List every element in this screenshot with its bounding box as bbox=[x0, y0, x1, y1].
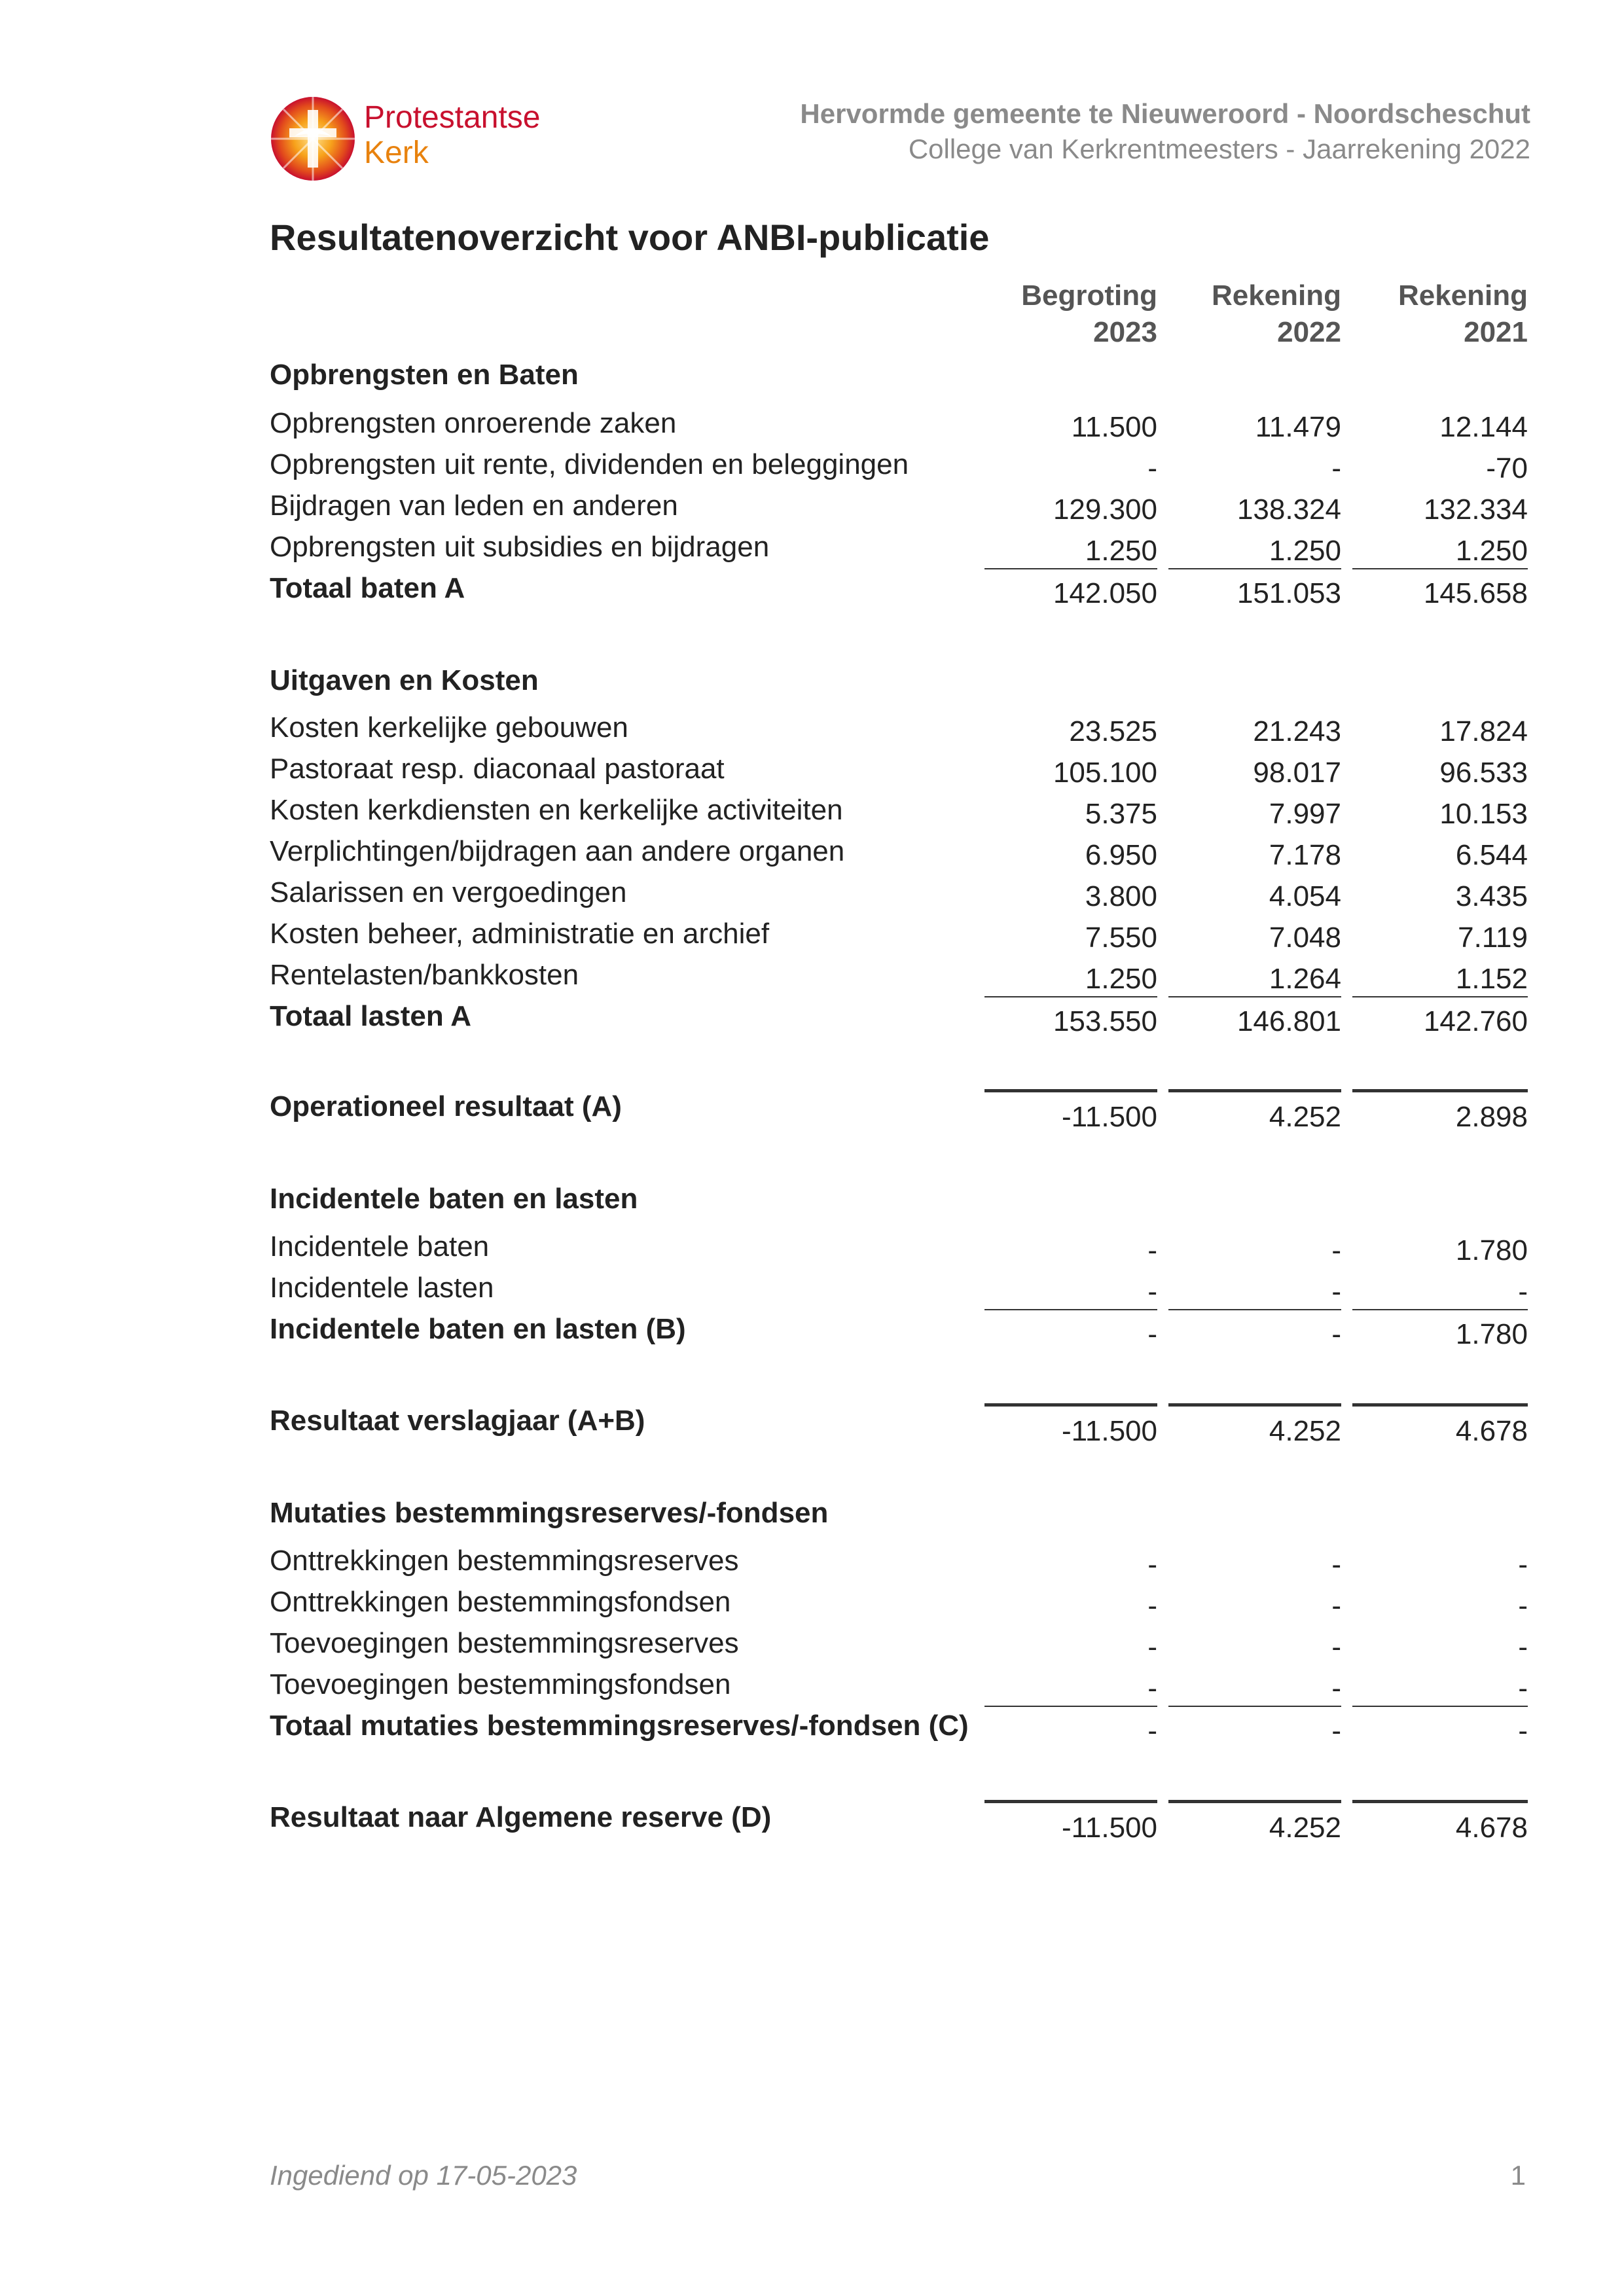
row-label: Onttrekkingen bestemmingsfondsen bbox=[270, 1586, 731, 1618]
row-label: Kosten kerkelijke gebouwen bbox=[270, 711, 628, 744]
row-label: Opbrengsten onroerende zaken bbox=[270, 407, 677, 439]
column-header-begroting-2023 bbox=[974, 278, 1157, 351]
cell-value: - bbox=[1518, 1631, 1528, 1663]
total-value: 146.801 bbox=[1236, 1005, 1341, 1037]
subtotal-rule bbox=[1352, 568, 1528, 569]
cell-value: - bbox=[1331, 1549, 1341, 1581]
row-label: Opbrengsten uit subsidies en bijdragen bbox=[270, 531, 770, 563]
cell-value: 132.334 bbox=[1423, 493, 1528, 526]
page-number: 1 bbox=[1510, 2160, 1526, 2191]
cell-value: -70 bbox=[1486, 452, 1528, 484]
result-label: Operationeel resultaat (A) bbox=[270, 1090, 622, 1122]
cell-value: 7.178 bbox=[1269, 839, 1341, 871]
cell-value: 1.780 bbox=[1455, 1234, 1528, 1266]
cell-value: - bbox=[1147, 452, 1157, 484]
subtotal-rule bbox=[1352, 1309, 1528, 1310]
cell-value: 1.152 bbox=[1455, 963, 1528, 995]
cell-value: - bbox=[1331, 1276, 1341, 1308]
total-label: Totaal baten A bbox=[270, 572, 465, 604]
cell-value: - bbox=[1518, 1549, 1528, 1581]
cell-value: - bbox=[1518, 1276, 1528, 1308]
cell-value: 23.525 bbox=[1069, 715, 1157, 747]
section-heading-baten: Opbrengsten en Baten bbox=[270, 359, 579, 391]
cell-value: - bbox=[1331, 1672, 1341, 1704]
total-label: Incidentele baten en lasten (B) bbox=[270, 1313, 686, 1345]
total-value: 151.053 bbox=[1236, 577, 1341, 609]
column-header-line2: 2023 bbox=[1093, 316, 1157, 348]
result-value: -11.500 bbox=[1062, 1101, 1157, 1133]
subtotal-rule bbox=[984, 568, 1157, 569]
cell-value: 12.144 bbox=[1439, 411, 1528, 443]
total-value: 145.658 bbox=[1423, 577, 1528, 609]
total-value: 153.550 bbox=[1053, 1005, 1157, 1037]
result-rule bbox=[984, 1089, 1157, 1092]
column-header-line2: 2021 bbox=[1464, 316, 1528, 348]
cell-value: 21.243 bbox=[1253, 715, 1341, 747]
row-label: Incidentele baten bbox=[270, 1230, 490, 1263]
cell-value: 1.250 bbox=[1085, 535, 1157, 567]
subtotal-rule bbox=[984, 1309, 1157, 1310]
cell-value: - bbox=[1147, 1672, 1157, 1704]
cell-value: 4.054 bbox=[1269, 880, 1341, 912]
cell-value: 6.950 bbox=[1085, 839, 1157, 871]
cell-value: 138.324 bbox=[1236, 493, 1341, 526]
total-value: 1.780 bbox=[1455, 1318, 1528, 1350]
result-value: 4.252 bbox=[1269, 1101, 1341, 1133]
cell-value: 96.533 bbox=[1439, 757, 1528, 789]
column-header-line1: Rekening bbox=[1211, 279, 1341, 312]
submission-date: Ingediend op 17-05-2023 bbox=[270, 2160, 577, 2191]
cell-value: 1.250 bbox=[1455, 535, 1528, 567]
cell-value: - bbox=[1518, 1672, 1528, 1704]
cell-value: 129.300 bbox=[1053, 493, 1157, 526]
column-header-line2: 2022 bbox=[1277, 316, 1341, 348]
section-heading-lasten: Uitgaven en Kosten bbox=[270, 664, 539, 696]
cell-value: 1.264 bbox=[1269, 963, 1341, 995]
subtotal-rule bbox=[1168, 1706, 1341, 1707]
row-label: Onttrekkingen bestemmingsreserves bbox=[270, 1545, 739, 1577]
result-label: Resultaat verslagjaar (A+B) bbox=[270, 1405, 645, 1437]
column-header-rekening-2021 bbox=[1344, 278, 1528, 351]
cell-value: - bbox=[1147, 1234, 1157, 1266]
subtotal-rule bbox=[984, 1706, 1157, 1707]
subtotal-rule bbox=[1168, 996, 1341, 997]
result-rule bbox=[984, 1800, 1157, 1803]
cell-value: - bbox=[1518, 1590, 1528, 1622]
subtotal-rule bbox=[1352, 1706, 1528, 1707]
cell-value: 5.375 bbox=[1085, 798, 1157, 830]
result-label: Resultaat naar Algemene reserve (D) bbox=[270, 1801, 772, 1833]
cell-value: 11.479 bbox=[1255, 411, 1341, 443]
cell-value: - bbox=[1331, 1234, 1341, 1266]
result-value: 4.678 bbox=[1455, 1415, 1528, 1447]
cell-value: - bbox=[1147, 1631, 1157, 1663]
subtotal-rule bbox=[1168, 1309, 1341, 1310]
result-rule bbox=[984, 1403, 1157, 1407]
cell-value: 7.997 bbox=[1269, 798, 1341, 830]
subtotal-rule bbox=[1352, 996, 1528, 997]
cell-value: - bbox=[1331, 1631, 1341, 1663]
row-label: Rentelasten/bankkosten bbox=[270, 959, 579, 991]
logo bbox=[270, 96, 551, 182]
row-label: Bijdragen van leden en anderen bbox=[270, 490, 678, 522]
row-label: Verplichtingen/bijdragen aan andere organen bbox=[270, 835, 845, 867]
cell-value: 105.100 bbox=[1053, 757, 1157, 789]
total-label: Totaal mutaties bestemmingsreserves/-fondsen (C) bbox=[270, 1710, 969, 1742]
result-rule bbox=[1352, 1800, 1528, 1803]
page-title: Resultatenoverzicht voor ANBI-publicatie bbox=[270, 217, 990, 258]
document-subtitle: College van Kerkrentmeesters - Jaarrekening 2022 bbox=[908, 134, 1530, 164]
total-label: Totaal lasten A bbox=[270, 1000, 472, 1032]
section-heading-mutaties: Mutaties bestemmingsreserves/-fondsen bbox=[270, 1497, 829, 1529]
total-value: - bbox=[1331, 1318, 1341, 1350]
cell-value: - bbox=[1331, 452, 1341, 484]
total-value: - bbox=[1147, 1715, 1157, 1747]
cell-value: 7.550 bbox=[1085, 922, 1157, 954]
result-value: 2.898 bbox=[1455, 1101, 1528, 1133]
total-value: 142.050 bbox=[1053, 577, 1157, 609]
subtotal-rule bbox=[984, 996, 1157, 997]
result-rule bbox=[1352, 1403, 1528, 1407]
total-value: - bbox=[1518, 1715, 1528, 1747]
logo-text-line2: Kerk bbox=[364, 135, 429, 170]
total-value: - bbox=[1331, 1715, 1341, 1747]
result-rule bbox=[1168, 1403, 1341, 1407]
row-label: Pastoraat resp. diaconaal pastoraat bbox=[270, 753, 725, 785]
result-rule bbox=[1168, 1089, 1341, 1092]
organization-name: Hervormde gemeente te Nieuweroord - Noordscheschut bbox=[800, 98, 1530, 129]
result-value: 4.252 bbox=[1269, 1415, 1341, 1447]
cell-value: 7.119 bbox=[1458, 922, 1528, 954]
subtotal-rule bbox=[1168, 568, 1341, 569]
cell-value: 3.435 bbox=[1455, 880, 1528, 912]
column-header-line1: Begroting bbox=[1021, 279, 1157, 312]
result-value: 4.678 bbox=[1455, 1812, 1528, 1844]
cell-value: 7.048 bbox=[1269, 922, 1341, 954]
column-header-line1: Rekening bbox=[1398, 279, 1528, 312]
row-label: Salarissen en vergoedingen bbox=[270, 876, 627, 908]
cell-value: 11.500 bbox=[1071, 411, 1157, 443]
protestantse-kerk-logo-icon bbox=[270, 96, 356, 182]
result-value: -11.500 bbox=[1062, 1812, 1157, 1844]
logo-text-line1: Protestantse bbox=[364, 100, 541, 135]
result-rule bbox=[1168, 1800, 1341, 1803]
cell-value: 3.800 bbox=[1085, 880, 1157, 912]
cell-value: - bbox=[1331, 1590, 1341, 1622]
result-value: -11.500 bbox=[1062, 1415, 1157, 1447]
row-label: Incidentele lasten bbox=[270, 1272, 494, 1304]
result-value: 4.252 bbox=[1269, 1812, 1341, 1844]
row-label: Toevoegingen bestemmingsreserves bbox=[270, 1627, 739, 1659]
cell-value: - bbox=[1147, 1549, 1157, 1581]
cell-value: - bbox=[1147, 1590, 1157, 1622]
row-label: Toevoegingen bestemmingsfondsen bbox=[270, 1668, 731, 1700]
result-rule bbox=[1352, 1089, 1528, 1092]
column-header-rekening-2022 bbox=[1158, 278, 1341, 351]
total-value: - bbox=[1147, 1318, 1157, 1350]
cell-value: 1.250 bbox=[1085, 963, 1157, 995]
total-value: 142.760 bbox=[1423, 1005, 1528, 1037]
cell-value: 6.544 bbox=[1455, 839, 1528, 871]
row-label: Opbrengsten uit rente, dividenden en beleggingen bbox=[270, 448, 909, 480]
cell-value: 1.250 bbox=[1269, 535, 1341, 567]
cell-value: - bbox=[1147, 1276, 1157, 1308]
row-label: Kosten beheer, administratie en archief bbox=[270, 918, 770, 950]
row-label: Kosten kerkdiensten en kerkelijke activiteiten bbox=[270, 794, 843, 826]
cell-value: 17.824 bbox=[1439, 715, 1528, 747]
section-heading-incidenteel: Incidentele baten en lasten bbox=[270, 1183, 638, 1215]
cell-value: 98.017 bbox=[1253, 757, 1341, 789]
cell-value: 10.153 bbox=[1439, 798, 1528, 830]
